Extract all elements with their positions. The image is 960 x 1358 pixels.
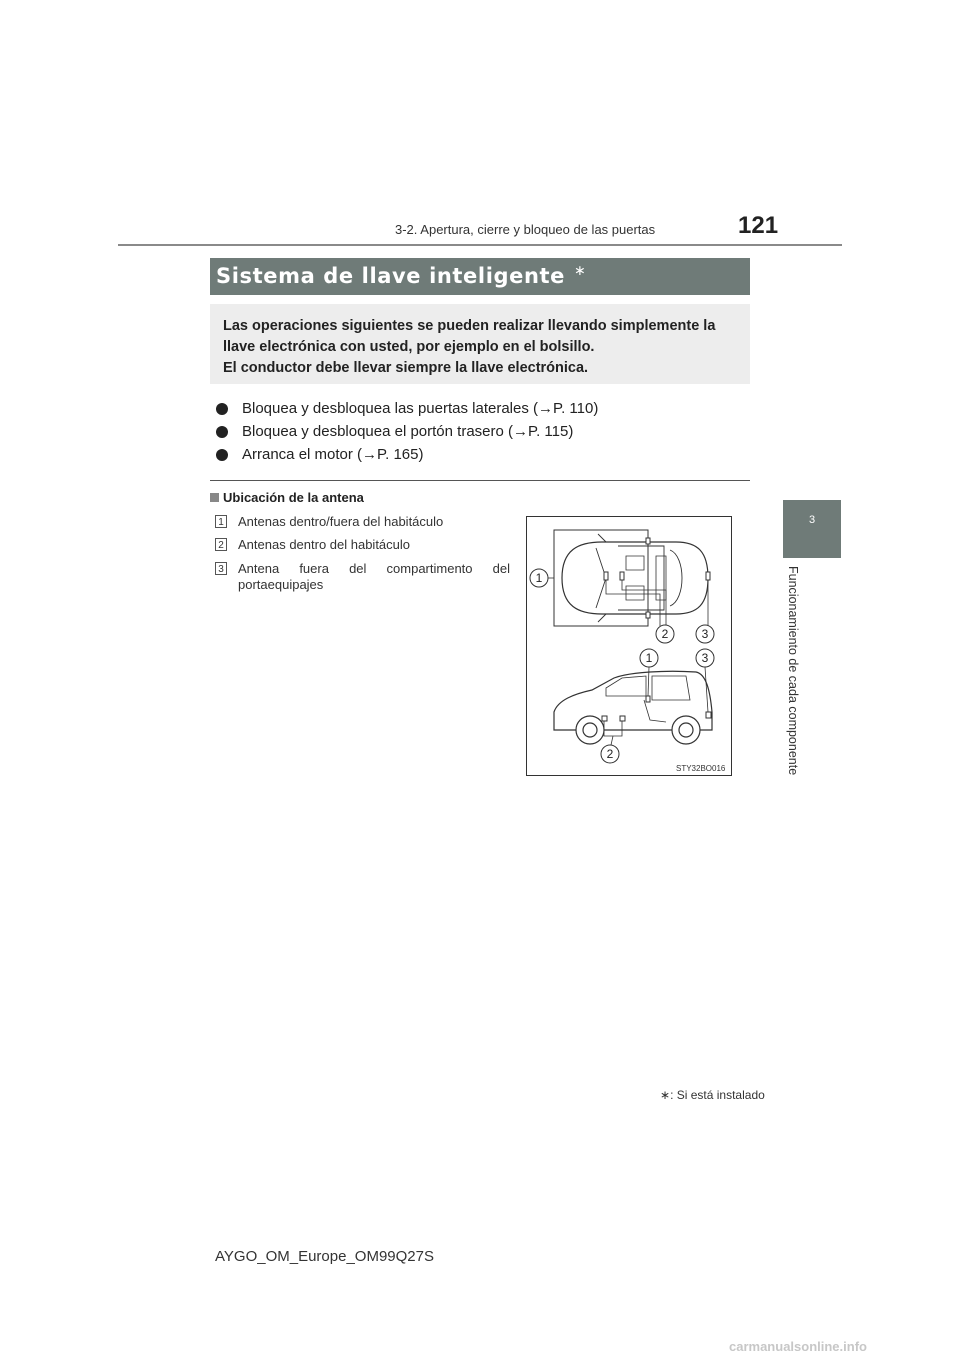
- square-bullet-icon: [210, 493, 219, 502]
- page-number: 121: [738, 212, 779, 239]
- bullet-text: Arranca el motor (→P. 165): [242, 446, 424, 463]
- subsection-heading-text: Ubicación de la antena: [223, 490, 364, 505]
- intro-box: [210, 304, 750, 384]
- chapter-number: 3: [808, 514, 816, 526]
- subsection-heading: [210, 490, 364, 505]
- document-id: AYGO_OM_Europe_OM99Q27S: [215, 1248, 434, 1265]
- chapter-label-text: Funcionamiento de cada componente: [786, 566, 800, 776]
- section-divider: [210, 480, 750, 481]
- legend-item: [215, 537, 510, 555]
- chapter-tab: [783, 500, 841, 558]
- car-side-view: [554, 671, 712, 744]
- cabin-zone-box: [554, 530, 648, 626]
- callout-label: 3: [701, 627, 709, 641]
- bullet-item: [216, 423, 573, 440]
- intro-line: El conductor debe llevar siempre la llave electrónica.: [223, 360, 589, 376]
- section-title: 3-2. Apertura, cierre y bloqueo de las puertas: [395, 222, 656, 237]
- legend-text: Antena fuera del compartimento del portaequipajes: [238, 561, 510, 592]
- callout-label: 2: [661, 627, 669, 641]
- legend-text: Antenas dentro del habitáculo: [238, 537, 411, 552]
- callout-label: 1: [535, 571, 543, 585]
- bullet-item: [216, 400, 598, 417]
- callout-label: 2: [606, 747, 614, 761]
- callout-label: 3: [701, 651, 709, 665]
- legend-item: [215, 561, 510, 595]
- legend-number: 3: [215, 562, 227, 575]
- footnote-symbol: ∗: [660, 1088, 671, 1102]
- title-asterisk: ∗: [574, 262, 586, 278]
- bullet-text: Bloquea y desbloquea el portón trasero (→P. 115): [242, 423, 574, 440]
- intro-line: Las operaciones siguientes se pueden realizar llevando simplemente la: [223, 318, 716, 334]
- bullet-icon: [216, 403, 228, 415]
- bullet-text: Bloquea y desbloquea las puertas laterales (→P. 110): [242, 400, 599, 417]
- footnote-text: : Si está instalado: [670, 1088, 765, 1102]
- intro-line: llave electrónica con usted, por ejemplo en el bolsillo.: [223, 339, 595, 355]
- antenna-markers-top: [604, 538, 710, 618]
- watermark: carmanualsonline.info: [729, 1339, 867, 1354]
- bullet-icon: [216, 426, 228, 438]
- car-top-view: [562, 534, 708, 622]
- legend-number: 1: [215, 515, 227, 528]
- footnote: [660, 1088, 765, 1102]
- antenna-location-diagram: [526, 516, 732, 776]
- chapter-label: [786, 566, 804, 786]
- legend-number: 2: [215, 538, 227, 551]
- figure-code: STY32BO016: [676, 764, 726, 773]
- callout-label: 1: [645, 651, 653, 665]
- leader-lines-top: [548, 578, 708, 626]
- bullet-item: [216, 446, 423, 463]
- bullet-icon: [216, 449, 228, 461]
- legend-text: Antenas dentro/fuera del habitáculo: [238, 514, 444, 529]
- page-title: Sistema de llave inteligente: [216, 264, 565, 288]
- header-rule: [118, 244, 842, 246]
- legend-item: [215, 514, 510, 532]
